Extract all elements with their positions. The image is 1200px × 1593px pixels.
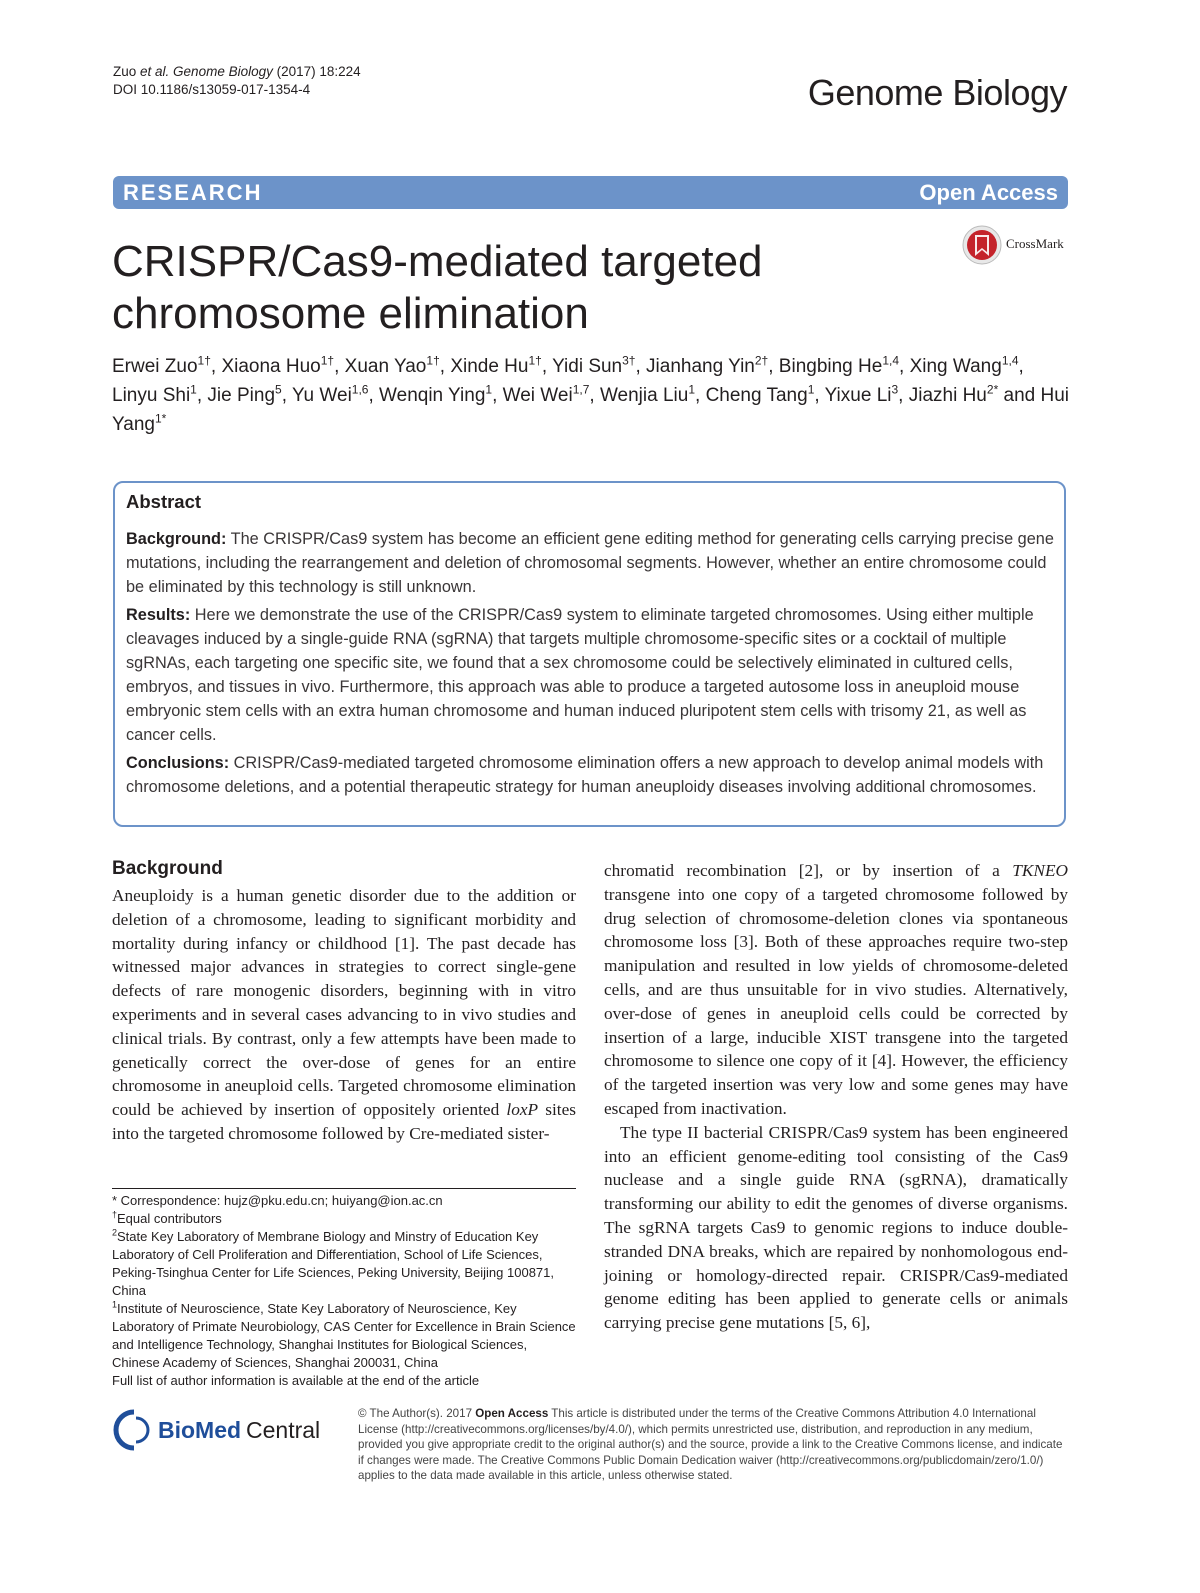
citation-line — [113, 63, 361, 81]
author-affiliation-marker: 1,7 — [572, 382, 590, 397]
author-name[interactable]: Erwei Zuo — [112, 356, 198, 377]
author-affiliation-marker: 1,6 — [351, 382, 369, 397]
author-affiliation-marker: 1,4 — [882, 353, 900, 368]
author-separator: , — [492, 385, 503, 406]
author-affiliation-marker: 1 — [190, 382, 197, 397]
body-paragraph: The type II bacterial CRISPR/Cas9 system has been engineered into an efficient genome-editing tool consisting of the Cas9 nuclease and a single guide RNA (sgRNA), dramatically transforming our ability to edit the genomes of diverse organisms. The sgRNA targets Cas9 to genomic regions to induce double-stranded DNA breaks, which are repaired by nonhomologous end-joining or homology-directed repair. CRISPR/Cas9-mediated genome editing has been applied to generate cells or animals carrying precise gene mutations [5, 6], — [604, 1122, 1068, 1333]
title-line-2: chromosome elimination — [112, 289, 589, 338]
article-title — [112, 236, 872, 340]
abstract-conclusions — [126, 751, 1056, 799]
body-paragraph — [604, 859, 1068, 1121]
author-separator: , — [899, 356, 910, 377]
affiliation-2 — [112, 1228, 576, 1300]
author-affiliation-marker: 1† — [320, 353, 335, 368]
footnote-text: State Key Laboratory of Membrane Biology and Minstry of Education Key Laboratory of Cell Proliferation and Differentiation, School of Life Sciences, Peking-Tsinghua Center for Life Sciences, Peking University, Beijing 100871, China — [112, 1229, 554, 1298]
author-name[interactable]: Yixue Li — [824, 385, 892, 406]
abstract-heading: Abstract — [126, 491, 202, 512]
license-open-access: Open Access — [475, 1407, 549, 1420]
author-separator: , — [635, 356, 647, 377]
footnote-marker: 2 — [112, 1227, 118, 1238]
doi[interactable]: DOI 10.1186/s13059-017-1354-4 — [113, 82, 311, 97]
author-separator: , — [368, 385, 380, 406]
author-name[interactable]: Yu Wei — [291, 385, 352, 406]
abstract-results-label: Results: — [126, 606, 191, 624]
author-separator: , — [898, 385, 909, 406]
body-italic: loxP — [506, 1100, 539, 1120]
author-affiliation-marker: 1 — [688, 382, 695, 397]
author-affiliation-marker: 5 — [275, 382, 282, 397]
author-separator: and — [998, 385, 1041, 406]
full-author-info-note: Full list of author information is available at the end of the article — [112, 1373, 480, 1388]
footnotes — [112, 1192, 576, 1390]
author-name[interactable]: Bingbing He — [778, 356, 883, 377]
author-separator: , — [814, 385, 825, 406]
abstract-results — [126, 603, 1056, 747]
footnote-text: Equal contributors — [117, 1211, 222, 1226]
citation-volume: (2017) 18:224 — [276, 64, 361, 79]
author-affiliation-marker: 2† — [754, 353, 769, 368]
body-left-column — [112, 884, 576, 1146]
correspondence: * Correspondence: hujz@pku.edu.cn; huiyang@ion.ac.cn — [112, 1193, 443, 1208]
author-affiliation-marker: 3 — [891, 382, 899, 397]
footnote-marker: † — [112, 1209, 118, 1220]
author-separator: , — [196, 385, 208, 406]
license-text: © The Author(s). 2017 — [358, 1407, 476, 1420]
body-paragraph — [112, 884, 576, 1146]
body-right-column — [604, 859, 1068, 1335]
author-affiliation-marker: 1† — [197, 353, 211, 368]
author-separator: , — [281, 385, 292, 406]
footnote-marker: 1 — [112, 1299, 118, 1310]
citation-block — [113, 63, 361, 99]
author-name[interactable]: Cheng Tang — [705, 385, 808, 406]
body-text: sites into the targeted chromosome followed by Cre-mediated sister- — [112, 1100, 576, 1143]
author-affiliation-marker: 2* — [986, 382, 999, 397]
logo-text-rest: Central — [246, 1417, 321, 1443]
citation-etal: et al. — [140, 64, 170, 79]
license-statement — [358, 1406, 1070, 1484]
author-affiliation-marker: 1* — [154, 411, 167, 426]
author-name[interactable]: Wenqin Ying — [379, 385, 486, 406]
abstract-background-label: Background: — [126, 530, 227, 548]
author-name[interactable]: Wei Wei — [502, 385, 573, 406]
biomed-central-logo — [112, 1408, 352, 1457]
author-separator: , — [589, 385, 600, 406]
citation-authors: Zuo — [113, 64, 141, 79]
crossmark-icon[interactable] — [962, 225, 1002, 270]
author-name[interactable]: Wenjia Liu — [599, 385, 689, 406]
abstract-conclusions-text: CRISPR/Cas9-mediated targeted chromosome elimination offers a new approach to develop animal models with chromosome deletions, and a potential therapeutic strategy for human aneuploidy diseases involving additional chromosomes. — [126, 754, 1044, 796]
author-name[interactable]: Jianhang Yin — [646, 356, 755, 377]
author-affiliation-marker: 1,4 — [1001, 353, 1019, 368]
author-affiliation-marker: 1† — [528, 353, 542, 368]
author-affiliation-marker: 1 — [485, 382, 493, 397]
crossmark-label[interactable]: CrossMark — [1006, 236, 1064, 251]
logo-text-bold: BioMed — [158, 1417, 242, 1443]
footnote-divider — [112, 1188, 576, 1189]
abstract-box — [113, 481, 1066, 827]
author-name[interactable]: Xinde Hu — [450, 356, 529, 377]
author-list — [112, 352, 1072, 439]
body-italic: TKNEO — [1012, 861, 1068, 880]
citation-journal: Genome Biology — [169, 64, 273, 79]
abstract-conclusions-label: Conclusions: — [126, 754, 230, 772]
footnote-text: Institute of Neuroscience, State Key Laboratory of Neuroscience, Key Laboratory of Primate Neurobiology, CAS Center for Excellence in Brain Science and Intelligence Technology, Shanghai Institutes for Biological Sciences, Chinese Academy of Sciences, Shanghai 200031, China — [112, 1301, 576, 1370]
body-text: Aneuploidy is a human genetic disorder due to the addition or deletion of a chromosome, leading to significant morbidity and mortality during infancy or childhood [1]. The past decade has witnessed major advances in strategies to correct single-gene defects of rare monogenic disorders, beginning with in vitro experiments and in several cases advancing to in vivo studies and clinical trials. By contrast, only a few attempts have been made to genetically correct the over-dose of genes for an entire chromosome in aneuploid cells. Targeted chromosome elimination could be achieved by insertion of oppositely oriented — [112, 886, 576, 1120]
author-separator: , — [541, 356, 553, 377]
title-line-1: CRISPR/Cas9-mediated targeted — [112, 237, 763, 286]
open-access-label: Open Access — [919, 180, 1058, 205]
author-name[interactable]: Xing Wang — [909, 356, 1002, 377]
author-name[interactable]: Yidi Sun — [552, 356, 623, 377]
body-text: transgene into one copy of a targeted chromosome followed by drug selection of chromosome-deletion clones via spontaneous chromosome loss [3]. Both of these approaches require two-step manipulation and resulted in low yields of chromosome-deleted cells, and are thus unsuitable for in vivo studies. Alternatively, over-dose of genes in aneuploid cells could be corrected by insertion of a large, inducible XIST transgene into the targeted chromosome to silence one copy of it [4]. However, the efficiency of the targeted insertion was very low and some genes may have escaped from inactivation. — [604, 884, 1068, 1118]
abstract-background — [126, 527, 1056, 599]
author-affiliation-marker: 1† — [426, 353, 440, 368]
equal-contributors-note — [112, 1210, 576, 1228]
author-name[interactable]: Hui Yang — [112, 385, 1070, 435]
author-separator: , — [768, 356, 779, 377]
author-name[interactable]: Jie Ping — [207, 385, 276, 406]
body-text: chromatid recombination [2], or by insertion of a — [604, 861, 1013, 880]
abstract-background-text: The CRISPR/Cas9 system has become an efficient gene editing method for generating cells carrying precise gene mutations, including the rearrangement and deletion of chromosomal segments. However, whether an entire chromosome could be eliminated by this technology is still unknown. — [126, 530, 1054, 596]
author-separator: , — [439, 356, 451, 377]
author-name[interactable]: Xuan Yao — [344, 356, 427, 377]
author-name[interactable]: Jiazhi Hu — [908, 385, 987, 406]
article-type: RESEARCH — [123, 180, 263, 205]
author-affiliation-marker: 1 — [807, 382, 815, 397]
author-affiliation-marker: 3† — [622, 353, 636, 368]
license-text: This article is distributed under the terms of the Creative Commons Attribution 4.0 International License (http://creativecommons.org/licenses/by/4.0/), which permits unrestricted use, distribution, and reproduction in any medium, provided you give appropriate credit to the original author(s) and the source, provide a link to the Creative Commons license, and indicate if changes were made. The Creative Commons Public Domain Dedication waiver (http://creativecommons.org/publicdomain/zero/1.0/) applies to the data made available in this article, unless otherwise stated. — [358, 1407, 1063, 1482]
author-separator: , — [334, 356, 345, 377]
abstract-results-text: Here we demonstrate the use of the CRISPR/Cas9 system to eliminate targeted chromosomes. Using either multiple cleavages induced by a single-guide RNA (sgRNA) that targets multiple chromosome-specific sites or a cocktail of multiple sgRNAs, each targeting one specific site, we found that a sex chromosome could be selectively eliminated in cultured cells, embryos, and tissues in vivo. Furthermore, this approach was able to produce a targeted autosome loss in aneuploid mouse embryonic stem cells with an extra human chromosome and human induced pluripotent stem cells with trisomy 21, as well as cancer cells. — [126, 606, 1034, 744]
section-heading-background: Background — [112, 858, 223, 879]
journal-name: Genome Biology — [807, 72, 1067, 113]
author-separator: , — [695, 385, 706, 406]
author-name[interactable]: Xiaona Huo — [221, 356, 321, 377]
affiliation-1 — [112, 1300, 576, 1372]
article-type-banner — [113, 176, 1068, 209]
author-separator: , — [210, 356, 222, 377]
author-name[interactable]: Linyu Shi — [112, 385, 191, 406]
author-separator: , — [1018, 356, 1024, 377]
